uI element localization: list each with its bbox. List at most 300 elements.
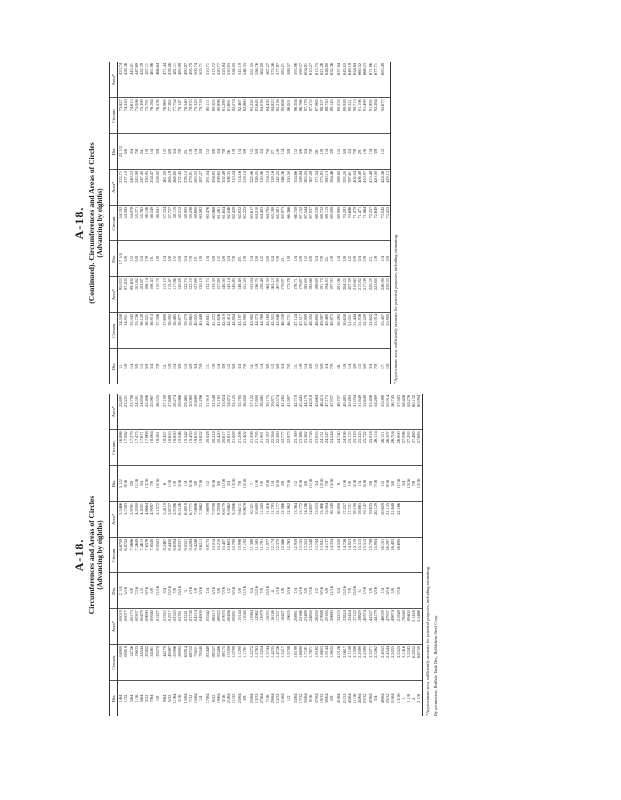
- circumference-cell: 72.649: [373, 205, 378, 241]
- circumference-cell: 2.4544: [385, 644, 390, 680]
- area-cell: .09281: [231, 609, 236, 645]
- circumference-cell: .98175: [221, 644, 226, 680]
- circumference-cell: 12.763: [286, 537, 291, 573]
- diameter-cell: 3/8: [216, 573, 221, 609]
- diameter-cell: 3/4: [347, 134, 352, 170]
- circumference-cell: 64.010: [254, 205, 259, 241]
- diameter-cell: 3/4: [149, 363, 155, 370]
- circumference-cell: 9.6211: [198, 537, 203, 573]
- diameter-cell: 9/16: [298, 466, 303, 502]
- circumference-cell: 54.585: [123, 205, 128, 241]
- diameter-cell: 7/8: [172, 573, 177, 609]
- circumference-cell: 69.900: [334, 205, 341, 241]
- area-cell: 505.71: [198, 62, 203, 98]
- table-subtitle: (Advancing by eighths): [96, 520, 104, 590]
- circumference-cell: 19.046: [177, 430, 182, 466]
- diameter-cell: 1/8: [144, 134, 149, 170]
- area-cell: 452.39: [139, 62, 144, 98]
- column-header: Area*: [110, 394, 118, 430]
- circumference-cell: 22.973: [286, 430, 291, 466]
- circumference-cell: 59.690: [193, 205, 198, 241]
- diameter-cell: 1/4: [368, 134, 373, 170]
- area-cell: 354.66: [291, 169, 298, 205]
- circumference-cell: 47.124: [291, 312, 298, 348]
- diameter-cell: 3/4: [226, 466, 231, 502]
- circumference-cell: .14726: [129, 644, 134, 680]
- area-cell: 621.26: [319, 62, 324, 98]
- diameter-cell: 11/16: [396, 466, 401, 502]
- diameter-cell: 1/8: [329, 241, 334, 277]
- diameter-cell: 3/4: [160, 573, 167, 609]
- area-cell: 47.173: [324, 394, 329, 430]
- circumference-cell: 84.038: [259, 98, 264, 134]
- area-cell: 6.4918: [183, 501, 188, 537]
- diameter-cell: 7/8: [265, 134, 270, 170]
- circumference-cell: 82.860: [242, 98, 247, 134]
- area-cell: 3.5466: [416, 609, 422, 645]
- circumference-cell: 38.485: [172, 312, 177, 348]
- area-cell: 546.35: [242, 62, 247, 98]
- area-cell: 22.166: [396, 501, 401, 537]
- diameter-cell: 23/32: [362, 693, 368, 704]
- circumference-cell: 92.677: [378, 98, 385, 134]
- area-cell: 443.01: [129, 62, 134, 98]
- area-cell: 637.94: [334, 62, 341, 98]
- circumference-cell: 74.220: [123, 98, 128, 134]
- diameter-cell: 1/2: [334, 134, 341, 170]
- area-cell: .06922: [216, 609, 221, 645]
- circumference-cell: 51.836: [357, 312, 362, 348]
- diameter-cell: 9/16: [231, 573, 236, 609]
- diameter-cell: 5/8: [329, 695, 335, 702]
- diameter-cell: 1/32: [123, 694, 129, 703]
- circumference-cell: 20.813: [226, 430, 231, 466]
- table-row: [203, 62, 210, 384]
- area-cell: 6.7771: [188, 501, 193, 537]
- circumference-cell: 2.1108: [347, 644, 352, 680]
- area-cell: 551.55: [247, 62, 254, 98]
- diameter-cell: 1/8: [193, 573, 198, 609]
- circumference-cell: 58.905: [183, 205, 188, 241]
- circumference-cell: 12.566: [280, 537, 285, 573]
- circumference-cell: 61.654: [221, 205, 226, 241]
- diameter-cell: 5/8: [390, 466, 395, 502]
- circumference-cell: 91.499: [362, 98, 367, 134]
- diameter-cell: 5/8: [275, 363, 281, 370]
- circle-table-right: [109, 62, 391, 384]
- diameter-cell: 1/2: [285, 695, 291, 702]
- diameter-cell: 51/64: [390, 693, 396, 704]
- area-cell: 40.574: [275, 394, 280, 430]
- diameter-cell: 11/16: [351, 693, 357, 704]
- circumference-cell: 18.653: [167, 430, 172, 466]
- circumference-cell: 86.394: [291, 98, 298, 134]
- area-cell: 41.997: [286, 394, 291, 430]
- diameter-cell: 19.: [193, 241, 198, 277]
- area-cell: 415.48: [368, 169, 373, 205]
- area-cell: 49.483: [342, 394, 347, 430]
- circumference-cell: 14.923: [347, 537, 352, 573]
- area-cell: 43.445: [298, 394, 303, 430]
- circumference-cell: 73.435: [385, 205, 391, 241]
- diameter-cell: 5.: [357, 573, 362, 609]
- area-cell: 490.87: [183, 62, 188, 98]
- diameter-cell: 3/8: [155, 134, 160, 170]
- area-cell: 57.583: [396, 394, 401, 430]
- diameter-cell: 7/8: [241, 363, 247, 370]
- diameter-cell: 11/16: [242, 573, 247, 609]
- diameter-cell: 17.: [379, 363, 385, 370]
- diameter-cell: 1/16: [254, 466, 259, 502]
- area-cell: 148.49: [237, 277, 242, 313]
- area-cell: 298.65: [216, 169, 221, 205]
- circumference-cell: 26.311: [378, 430, 385, 466]
- area-cell: 38.485: [259, 394, 264, 430]
- column-header: Area*: [110, 169, 118, 205]
- diameter-cell: 23.: [368, 241, 373, 277]
- area-cell: 233.71: [118, 169, 124, 205]
- circumference-cell: 6.6759: [416, 644, 422, 680]
- area-cell: 23.221: [123, 394, 128, 430]
- area-cell: 55.914: [385, 394, 390, 430]
- diameter-cell: 15/16: [265, 573, 270, 609]
- area-cell: 438.36: [123, 62, 128, 98]
- circumference-cell: 66.759: [291, 205, 298, 241]
- column-header: Dia.: [110, 134, 118, 170]
- diameter-cell: 15/32: [275, 693, 281, 704]
- diameter-cell: 1/8: [297, 363, 303, 370]
- diameter-cell: 1/8: [275, 134, 280, 170]
- circumference-cell: 2.2580: [362, 644, 367, 680]
- area-cell: 18.190: [352, 501, 357, 537]
- area-cell: 52.649: [362, 394, 367, 430]
- area-cell: 42.718: [291, 394, 298, 430]
- circumference-cell: 1.4726: [275, 644, 280, 680]
- circumference-cell: 77.754: [172, 98, 177, 134]
- area-cell: 279.81: [188, 169, 193, 205]
- diameter-cell: 5/8: [216, 466, 221, 502]
- area-cell: 272.45: [177, 169, 182, 205]
- diameter-cell: 1/2: [203, 466, 210, 502]
- circumference-cell: 19.439: [188, 430, 193, 466]
- area-cell: 11.416: [265, 501, 270, 537]
- area-cell: 170.87: [280, 277, 285, 313]
- area-cell: 8.9462: [226, 501, 231, 537]
- area-cell: .26250: [314, 609, 319, 645]
- circumference-cell: 50.658: [342, 312, 347, 348]
- diameter-cell: 19/64: [215, 693, 221, 704]
- circumference-cell: 11.585: [254, 537, 259, 573]
- circumference-cell: .53996: [172, 644, 177, 680]
- circumference-cell: 60.868: [211, 205, 216, 241]
- circumference-cell: 61.261: [216, 205, 221, 241]
- circumference-cell: 53.014: [373, 312, 378, 348]
- circumference-cell: 62.046: [226, 205, 231, 241]
- area-cell: 671.96: [368, 62, 373, 98]
- diameter-cell: 1/2: [203, 134, 210, 170]
- circumference-cell: 13.352: [303, 537, 308, 573]
- diameter-cell: 1/4: [324, 134, 329, 170]
- diameter-cell: 3/8: [221, 363, 227, 370]
- area-cell: 176.71: [291, 277, 298, 313]
- diameter-cell: 1/4: [291, 573, 298, 609]
- diameter-cell: 3/4: [334, 573, 341, 609]
- diameter-cell: 1/4: [346, 363, 352, 370]
- diameter-cell: 23 1/2: [118, 134, 124, 170]
- area-cell: 4.6664: [144, 501, 149, 537]
- area-cell: .38829: [357, 609, 362, 645]
- diameter-cell: 5/8: [149, 573, 154, 609]
- area-cell: 536.05: [231, 62, 236, 98]
- diameter-cell: 3/8: [198, 134, 203, 170]
- circumference-cell: 25.722: [362, 430, 367, 466]
- area-cell: 677.71: [373, 62, 378, 98]
- area-cell: 13.364: [291, 501, 298, 537]
- circumference-cell: 19.832: [198, 430, 203, 466]
- area-cell: 577.87: [275, 62, 280, 98]
- rotated-page: [70, 60, 550, 720]
- circumference-cell: .83449: [203, 644, 210, 680]
- diameter-cell: 25/32: [385, 693, 391, 704]
- diameter-cell: 3.: [183, 573, 188, 609]
- diameter-cell: 3/8: [286, 134, 291, 170]
- diameter-cell: 3/4: [270, 241, 275, 277]
- area-cell: 9.6211: [237, 501, 242, 537]
- diameter-cell: 1/4: [334, 241, 341, 277]
- area-cell: 12.177: [275, 501, 280, 537]
- circumference-cell: 42.019: [221, 312, 226, 348]
- circumference-cell: 1.8653: [319, 644, 324, 680]
- diameter-cell: 49/64: [379, 693, 385, 704]
- circumference-cell: 48.302: [308, 312, 313, 348]
- circumference-cell: 13.744: [314, 537, 319, 573]
- circumference-cell: 20.224: [211, 430, 216, 466]
- diameter-cell: 3/8: [308, 363, 314, 370]
- circumference-cell: 87.572: [308, 98, 313, 134]
- area-cell: 35.785: [237, 394, 242, 430]
- diameter-cell: 7/8: [324, 466, 329, 502]
- circumference-cell: 79.718: [198, 98, 203, 134]
- table-row: [247, 394, 254, 716]
- diameter-cell: 29.: [357, 134, 362, 170]
- diameter-cell: 7/8: [362, 241, 367, 277]
- circumference-cell: 45.553: [270, 312, 275, 348]
- circumference-cell: 1.9144: [324, 644, 329, 680]
- diameter-cell: 1/8: [319, 134, 324, 170]
- circumference-cell: 71.471: [357, 205, 362, 241]
- diameter-cell: 5/32: [167, 694, 173, 703]
- circumference-cell: 43.197: [237, 312, 242, 348]
- circumference-cell: 15.119: [352, 537, 357, 573]
- circumference-cell: 75.006: [134, 98, 139, 134]
- diameter-cell: 1/2: [269, 363, 275, 370]
- table-subtitle: (Advancing by eighths): [96, 188, 104, 258]
- circumference-cell: 57.727: [167, 205, 172, 241]
- diameter-cell: 1/8: [198, 241, 203, 277]
- circumference-cell: 22.580: [275, 430, 280, 466]
- column-header: Area*: [110, 277, 118, 313]
- circumference-cell: 24.544: [329, 430, 334, 466]
- circumference-cell: .44179: [160, 644, 167, 680]
- diameter-cell: 5/8: [211, 134, 216, 170]
- area-cell: 188.69: [314, 277, 319, 313]
- area-cell: 5.1572: [155, 501, 160, 537]
- circumference-cell: 80.503: [211, 98, 216, 134]
- area-cell: 237.10: [123, 169, 128, 205]
- circumference-cell: .29452: [144, 644, 149, 680]
- area-cell: 322.06: [247, 169, 254, 205]
- diameter-cell: 13/64: [182, 693, 188, 704]
- area-cell: 7.9798: [211, 501, 216, 537]
- diameter-cell: 3/8: [129, 573, 134, 609]
- area-cell: .35454: [347, 609, 352, 645]
- area-cell: 310.24: [231, 169, 236, 205]
- circumference-cell: 1.7671: [308, 644, 313, 680]
- circumference-cell: 49.480: [324, 312, 329, 348]
- area-cell: .02761: [177, 609, 182, 645]
- diameter-cell: 3/8: [241, 695, 247, 702]
- diameter-cell: 7/8: [144, 241, 149, 277]
- diameter-cell: 3/4: [259, 134, 264, 170]
- footnote: *Approximate area, sufficiently accurate for practical purposes, including estimating.: [393, 234, 399, 384]
- area-cell: 20.129: [373, 501, 378, 537]
- circumference-cell: 25.133: [347, 430, 352, 466]
- area-cell: 51.849: [357, 394, 362, 430]
- area-cell: 113.10: [160, 277, 167, 313]
- circumference-cell: 23.169: [291, 430, 298, 466]
- diameter-cell: 3/8: [373, 134, 378, 170]
- area-cell: .16126: [270, 609, 275, 645]
- area-cell: 261.59: [160, 169, 167, 205]
- circumference-cell: 15.904: [373, 537, 378, 573]
- area-cell: .51849: [396, 609, 401, 645]
- circumference-cell: 1.2272: [247, 644, 254, 680]
- area-cell: 10.321: [247, 501, 254, 537]
- circumference-cell: 11.388: [247, 537, 254, 573]
- diameter-cell: 5/8: [308, 241, 313, 277]
- diameter-cell: 1/2: [291, 134, 298, 170]
- diameter-cell: 3/4: [367, 363, 373, 370]
- diameter-cell: 5/8: [221, 241, 226, 277]
- area-cell: 7.3662: [198, 501, 203, 537]
- area-cell: 29.465: [183, 394, 188, 430]
- circumference-cell: 68.722: [319, 205, 324, 241]
- area-cell: 210.60: [352, 277, 357, 313]
- diameter-cell: 13/16: [254, 573, 259, 609]
- area-cell: 615.75: [314, 62, 319, 98]
- circumference-cell: 67.152: [298, 205, 303, 241]
- circumference-cell: 23.562: [303, 430, 308, 466]
- diameter-cell: 5/8: [187, 363, 193, 370]
- circumference-cell: 22.384: [270, 430, 275, 466]
- diameter-cell: 1/2: [139, 363, 145, 370]
- circumference-cell: 37.699: [160, 312, 167, 348]
- circumference-cell: 46.731: [286, 312, 291, 348]
- circumference-cell: 91.106: [357, 98, 362, 134]
- circumference-cell: 57.334: [160, 205, 167, 241]
- circumference-cell: 17.082: [123, 430, 128, 466]
- area-cell: 56.745: [390, 394, 395, 430]
- circumference-cell: 14.530: [334, 537, 341, 573]
- circumference-cell: 10.799: [231, 537, 236, 573]
- column-header: Area*: [110, 609, 118, 645]
- area-cell: 39.175: [265, 394, 270, 430]
- diameter-cell: 1/16: [188, 573, 193, 609]
- diameter-cell: 3/8: [298, 241, 303, 277]
- diameter-cell: 1/2: [216, 241, 221, 277]
- circumference-cell: 40.448: [198, 312, 203, 348]
- area-cell: 243.98: [134, 169, 139, 205]
- table-number: A-18.: [72, 206, 86, 240]
- diameter-cell: 3/16: [198, 573, 203, 609]
- circumference-cell: 2.5035: [390, 644, 395, 680]
- circumference-cell: 22.777: [280, 430, 285, 466]
- area-cell: 159.48: [259, 277, 264, 313]
- circumference-cell: 59.298: [188, 205, 193, 241]
- circumference-cell: 15.512: [362, 537, 367, 573]
- diameter-cell: 1/2: [129, 241, 134, 277]
- circumference-cell: 37.306: [155, 312, 160, 348]
- diameter-cell: 1/8: [385, 348, 391, 384]
- circumference-cell: 75.398: [139, 98, 144, 134]
- circumference-cell: 23.366: [298, 430, 303, 466]
- diameter-cell: 20.: [237, 241, 242, 277]
- circumference-cell: 9.2284: [188, 537, 193, 573]
- area-cell: 220.35: [368, 277, 373, 313]
- circumference-cell: 56.941: [155, 205, 160, 241]
- area-cell: 604.81: [303, 62, 308, 98]
- area-cell: 25.406: [144, 394, 149, 430]
- diameter-cell: 3/4: [139, 466, 144, 502]
- area-cell: 3.7583: [123, 501, 128, 537]
- diameter-cell: 9/16: [308, 694, 314, 703]
- diameter-cell: 35/64: [303, 693, 309, 704]
- circumference-cell: 83.252: [247, 98, 254, 134]
- diameter-cell: 15/16: [242, 466, 247, 502]
- area-cell: 346.36: [280, 169, 285, 205]
- circumference-cell: 26.507: [385, 430, 390, 466]
- diameter-cell: 3/8: [211, 241, 216, 277]
- column-header: Circum.: [110, 430, 118, 466]
- circumference-cell: 17.475: [134, 430, 139, 466]
- circumference-cell: 15.315: [357, 537, 362, 573]
- diameter-cell: 11/16: [221, 466, 226, 502]
- circumference-cell: 36.128: [139, 312, 144, 348]
- diameter-cell: 13/16: [406, 466, 411, 502]
- circumference-cell: 17.671: [139, 430, 144, 466]
- area-cell: 165.13: [270, 277, 275, 313]
- circumference-cell: 69.508: [329, 205, 334, 241]
- circumference-cell: .68722: [188, 644, 193, 680]
- circumference-cell: 78.147: [177, 98, 182, 134]
- circumference-cell: 74.613: [129, 98, 134, 134]
- diameter-cell: 7/8: [285, 363, 291, 370]
- diameter-cell: 11/16: [329, 573, 334, 609]
- circumference-cell: 67.937: [308, 205, 313, 241]
- diameter-cell: 3/8: [133, 363, 139, 370]
- circumference-cell: 23.758: [308, 430, 313, 466]
- diameter-cell: 3/8: [254, 241, 259, 277]
- area-cell: 167.99: [275, 277, 280, 313]
- circumference-cell: 24.740: [334, 430, 341, 466]
- area-cell: 9.2806: [231, 501, 236, 537]
- area-cell: 250.95: [144, 169, 149, 205]
- area-cell: 226.98: [378, 277, 385, 313]
- circumference-cell: 50.265: [334, 312, 341, 348]
- circumference-cell: 27.489: [411, 430, 416, 466]
- column-header: Area*: [110, 501, 118, 537]
- area-cell: 334.10: [265, 169, 270, 205]
